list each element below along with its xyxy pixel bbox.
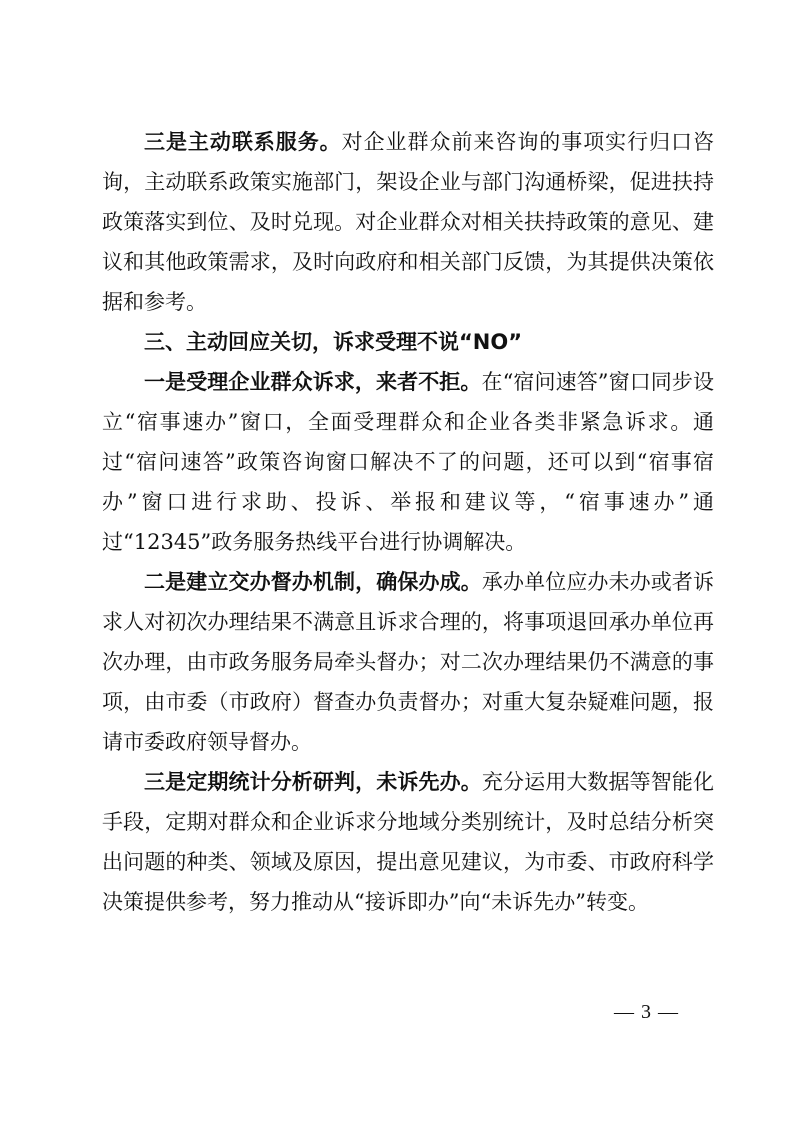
page-number: — 3 — bbox=[614, 1001, 679, 1023]
paragraph-accept-appeals bbox=[102, 362, 714, 562]
paragraph-lead: 三是定期统计分析研判，未诉先办。 bbox=[144, 770, 482, 794]
section-heading: 三、主动回应关切，诉求受理不说“NO” bbox=[144, 330, 523, 354]
document-body bbox=[102, 122, 714, 922]
paragraph-lead: 二是建立交办督办机制，确保办成。 bbox=[144, 570, 482, 594]
paragraph-text: 在“宿问速答”窗口同步设立“宿事速办”窗口，全面受理群众和企业各类非紧急诉求。通过“宿问速答”政策咨询窗口解决不了的问题，还可以到“宿事宿办”窗口进行求助、投诉、举报和建议等，“宿事速办”通过“12345”政务服务热线平台进行协调解决。 bbox=[102, 370, 714, 554]
paragraph-text: 充分运用大数据等智能化手段，定期对群众和企业诉求分地域分类别统计，及时总结分析突出问题的种类、领域及原因，提出意见建议，为市委、市政府科学决策提供参考，努力推动从“接诉即办”向“未诉先办”转变。 bbox=[102, 770, 715, 914]
paragraph-statistical-analysis bbox=[102, 762, 714, 922]
paragraph-lead: 三是主动联系服务。 bbox=[144, 130, 342, 154]
paragraph-text: 对企业群众前来咨询的事项实行归口咨询，主动联系政策实施部门，架设企业与部门沟通桥梁，促进扶持政策落实到位、及时兑现。对企业群众对相关扶持政策的意见、建议和其他政策需求，及时向政府和相关部门反馈，为其提供决策依据和参考。 bbox=[102, 130, 714, 314]
paragraph-active-contact-service bbox=[102, 122, 714, 322]
paragraph-lead: 一是受理企业群众诉求，来者不拒。 bbox=[144, 370, 482, 394]
paragraph-text: 承办单位应办未办或者诉求人对初次办理结果不满意且诉求合理的，将事项退回承办单位再次办理，由市政务服务局牵头督办；对二次办理结果仍不满意的事项，由市委（市政府）督查办负责督办；对重大复杂疑难问题，报请市委政府领导督办。 bbox=[102, 570, 715, 754]
paragraph-supervision-mechanism bbox=[102, 562, 714, 762]
